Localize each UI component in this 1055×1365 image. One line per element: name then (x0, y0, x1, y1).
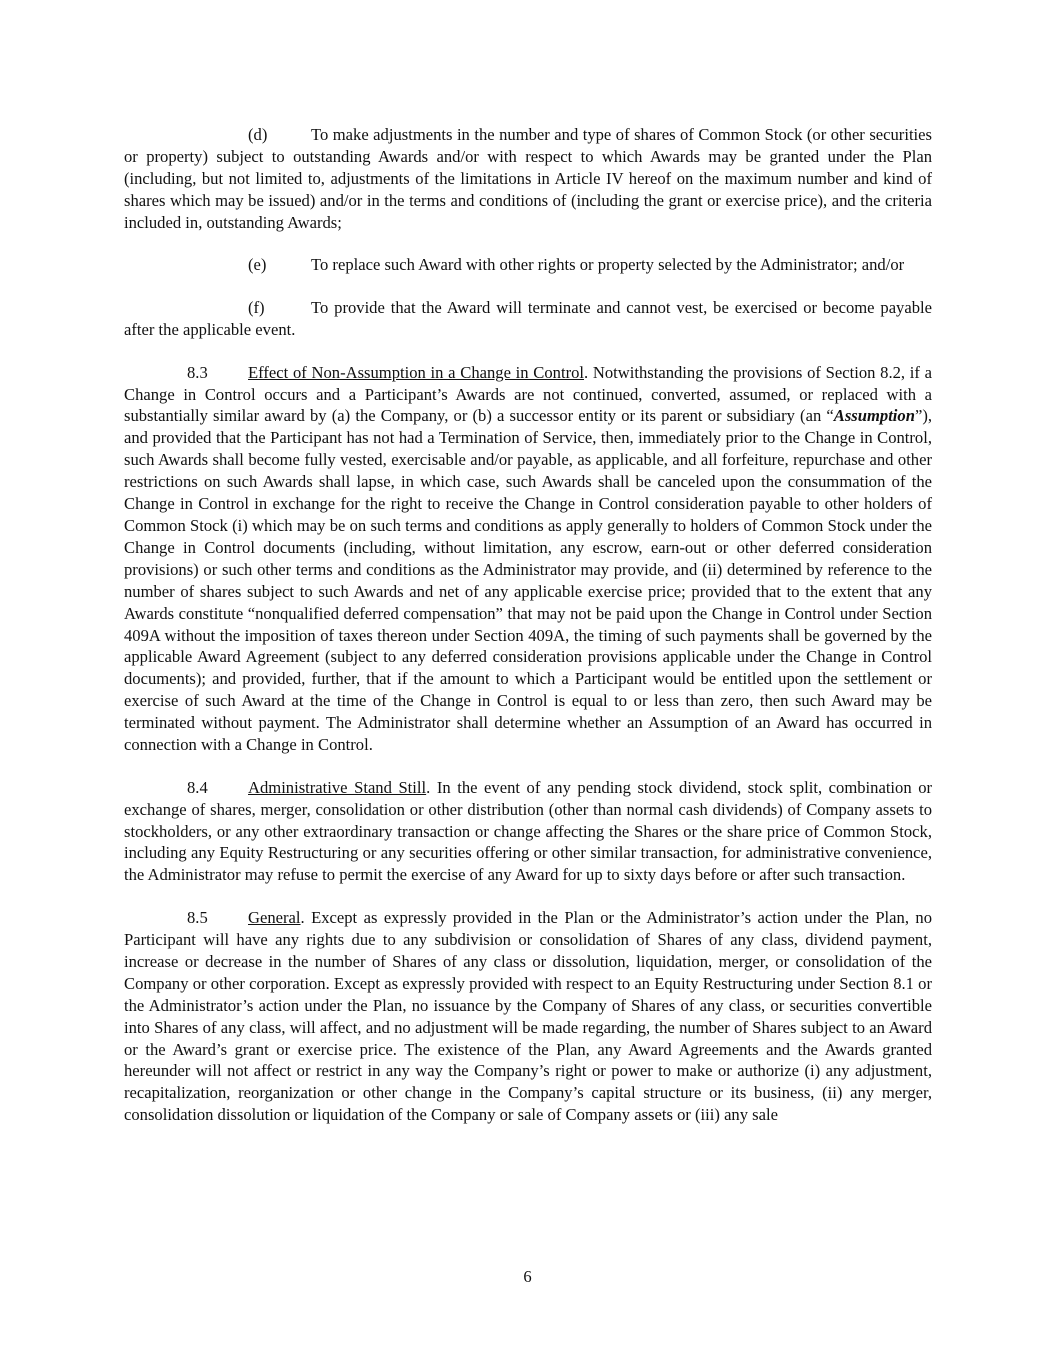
section-8-3 (124, 362, 932, 756)
section-8-4-number: 8.4 (187, 777, 208, 797)
paragraph-f-text: To provide that the Award will terminate and cannot vest, be exercised or become payable after the applicable event. (124, 298, 932, 339)
paragraph-d-label: (d) (248, 125, 268, 144)
section-8-3-number: 8.3 (187, 362, 208, 382)
section-8-3-text-b: ”), and provided that the Participant has not had a Termination of Service, then, immediately prior to the Change in Control, such Awards shall become fully vested, exercisable and/or payable, as applicable, and all forfeiture, repurchase and other restrictions on such Awards shall lapse, in which case, such Awards shall be canceled upon the consummation of the Change in Control in exchange for the right to receive the Change in Control consideration payable to other holders of Common Stock (i) which may be on such terms and conditions as apply generally to holders of Common Stock under the Change in Control documents (including, without limitation, any escrow, earn-out or other deferred consideration provisions) or such other terms and conditions as the Administrator may provide, and (ii) determined by reference to the number of shares subject to such Awards and net of any applicable exercise price; provided that to the extent that any Awards constitute “nonqualified deferred compensation” that may not be paid upon the Change in Control under Section 409A without the imposition of taxes thereon under Section 409A, the timing of such payments shall be governed by the applicable Award Agreement (subject to any deferred consideration provisions applicable under the Change in Control documents); and provided, further, that if the amount to which a Participant would be entitled upon the settlement or exercise of such Award at the time of the Change in Control is equal to or less than zero, then such Award may be terminated without payment. The Administrator shall determine whether an Assumption of an Award has occurred in connection with a Change in Control. (124, 406, 932, 755)
section-8-5-number: 8.5 (187, 908, 208, 928)
defined-term-assumption: Assumption (833, 406, 915, 426)
paragraph-e-label: (e) (248, 255, 267, 275)
section-8-4 (124, 777, 932, 887)
section-8-5-heading: General (248, 908, 301, 928)
section-8-3-heading: Effect of Non-Assumption in a Change in Control (248, 362, 585, 382)
section-8-3-text-a: . Notwithstanding the provisions of Section 8.2, if a Change in Control occurs and a Participant’s Awards are not continued, converted, assumed, or replaced with a substantially similar award by (a) the Company, or (b) a successor entity or its parent or subsidiary (an “ (124, 362, 932, 426)
section-8-4-heading: Administrative Stand Still (248, 777, 427, 797)
paragraph-f (124, 297, 932, 341)
document-page (124, 124, 932, 1126)
paragraph-d-text: To make adjustments in the number and type of shares of Common Stock (or other securities or property) subject to outstanding Awards and/or with respect to which Awards may be granted under the Plan (including, but not limited to, adjustments of the limitations in Article IV hereof on the maximum number and kind of shares which may be issued) and/or in the terms and conditions of (including the grant or exercise price), and the criteria included in, outstanding Awards; (124, 125, 932, 232)
page-number: 6 (523, 1267, 532, 1286)
paragraph-f-label: (f) (248, 298, 265, 318)
section-8-5 (124, 907, 932, 1126)
section-8-4-text: . In the event of any pending stock dividend, stock split, combination or exchange of shares, merger, consolidation or other distribution (other than normal cash dividends) of Company assets to stockholders, or any other extraordinary transaction or change affecting the Shares or the share price of Common Stock, including any Equity Restructuring or any securities offering or other similar transaction, for administrative convenience, the Administrator may refuse to permit the exercise of any Award for up to sixty days before or after such transaction. (124, 777, 933, 885)
paragraph-d (124, 124, 932, 234)
section-8-5-text: . Except as expressly provided in the Plan or the Administrator’s action under the Plan, no Participant will have any rights due to any subdivision or consolidation of Shares of any class, dividend payment, increase or decrease in the number of Shares of any class or dissolution, liquidation, merger, or consolidation of the Company or other corporation. Except as expressly provided with respect to an Equity Restructuring under Section 8.1 or the Administrator’s action under the Plan, no issuance by the Company of Shares of any class, or securities convertible into Shares of any class, will affect, and no adjustment will be made regarding, the number of Shares subject to an Award or the Award’s grant or exercise price. The existence of the Plan, any Award Agreements and the Awards granted hereunder will not affect or restrict in any way the Company’s right or power to make or authorize (i) any adjustment, recapitalization, reorganization or other change in the Company’s capital structure or its business, (ii) any merger, consolidation dissolution or liquidation of the Company or sale of Company assets or (iii) any sale (124, 908, 932, 1125)
paragraph-e (124, 254, 932, 276)
paragraph-e-text: To replace such Award with other rights or property selected by the Administrator; and/or (311, 255, 905, 275)
